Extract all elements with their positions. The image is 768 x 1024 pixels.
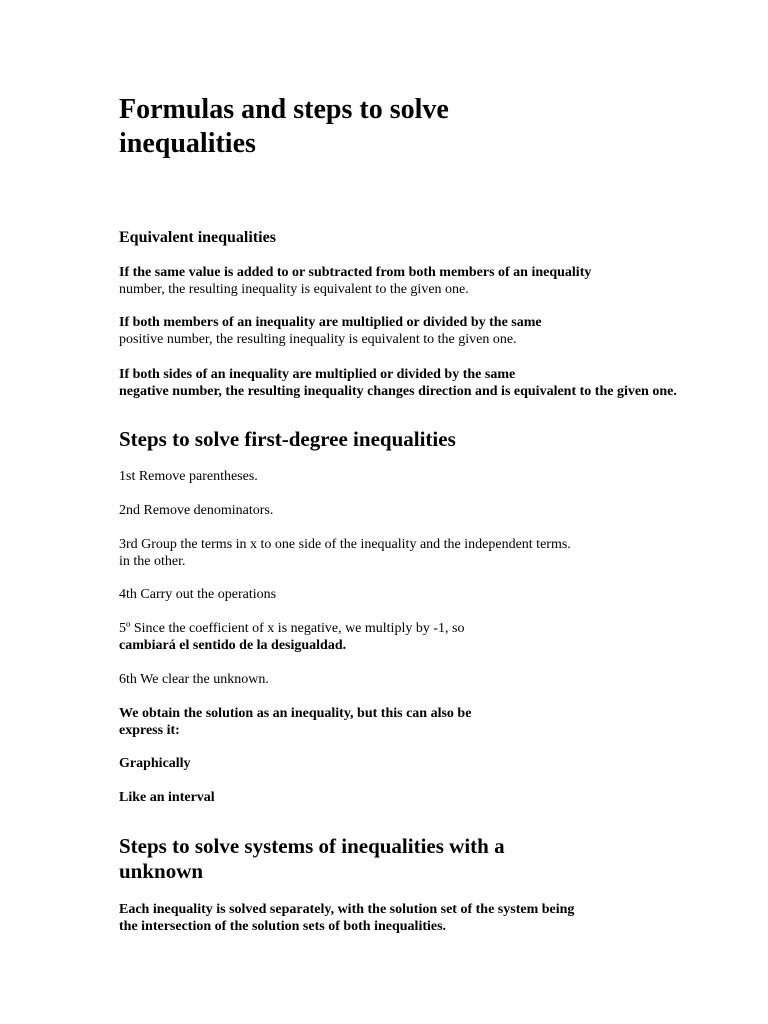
rule-negative-multiply — [119, 366, 677, 400]
step-2: 2nd Remove denominators. — [119, 503, 274, 518]
step-5-line-2: cambiará el sentido de la desigualdad. — [119, 638, 347, 653]
section-heading-systems-line-1: Steps to solve systems of inequalities with a — [119, 834, 505, 858]
rule-positive-multiply-line-2: positive number, the resulting inequality is equivalent to the given one. — [119, 332, 517, 347]
step-3-line-2: in the other. — [119, 554, 186, 569]
systems-explanation-line-1: Each inequality is solved separately, with the solution set of the system being — [119, 902, 575, 917]
solution-note-line-1: We obtain the solution as an inequality, but this can also be — [119, 706, 472, 721]
step-4: 4th Carry out the operations — [119, 587, 277, 602]
page-title-line-1: Formulas and steps to solve — [119, 94, 449, 125]
solution-note-line-2: express it: — [119, 723, 180, 738]
rule-addition — [119, 264, 591, 298]
rule-addition-line-2: number, the resulting inequality is equivalent to the given one. — [119, 282, 469, 297]
section-heading-systems — [119, 834, 505, 884]
page-title — [119, 93, 449, 161]
systems-explanation-line-2: the intersection of the solution sets of both inequalities. — [119, 919, 447, 934]
step-1: 1st Remove parentheses. — [119, 469, 258, 484]
page-title-line-2: inequalities — [119, 128, 256, 159]
rule-positive-multiply-line-1: If both members of an inequality are multiplied or divided by the same — [119, 315, 542, 330]
solution-note — [119, 705, 471, 739]
rule-addition-line-1: If the same value is added to or subtracted from both members of an inequality — [119, 265, 592, 280]
step-6: 6th We clear the unknown. — [119, 672, 269, 687]
systems-explanation — [119, 901, 574, 935]
step-3-line-1: 3rd Group the terms in x to one side of the inequality and the independent terms. — [119, 537, 571, 552]
step-5-line-1: 5º Since the coefficient of x is negative, we multiply by -1, so — [119, 621, 465, 636]
option-interval: Like an interval — [119, 790, 215, 805]
section-heading-equivalent-inequalities: Equivalent inequalities — [119, 229, 276, 246]
section-heading-first-degree: Steps to solve first-degree inequalities — [119, 427, 456, 451]
step-5 — [119, 620, 464, 654]
step-3 — [119, 536, 571, 570]
option-graphically: Graphically — [119, 756, 191, 771]
section-heading-systems-line-2: unknown — [119, 859, 204, 883]
rule-positive-multiply — [119, 314, 542, 348]
rule-negative-multiply-line-1: If both sides of an inequality are multiplied or divided by the same — [119, 367, 516, 382]
rule-negative-multiply-line-2: negative number, the resulting inequality changes direction and is equivalent to the given one. — [119, 384, 677, 399]
